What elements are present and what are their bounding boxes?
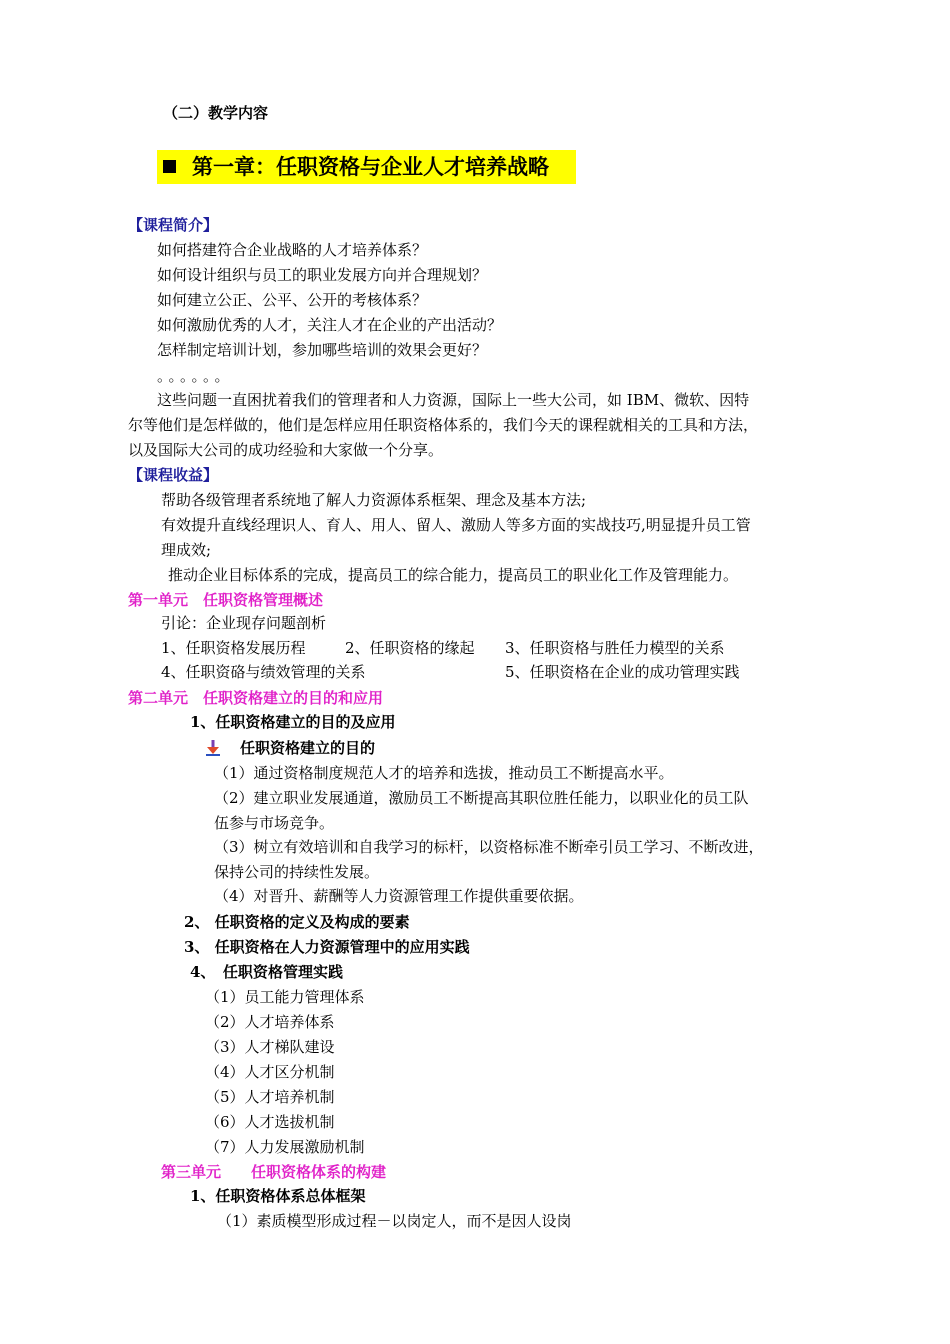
arrow-down-bullet-icon: [205, 740, 221, 756]
practice-item: （1）员工能力管理体系: [205, 988, 365, 1006]
purpose-line: 伍参与市场竞争。: [214, 814, 335, 832]
practice-item: （6）人才选拔机制: [205, 1113, 335, 1131]
intro-heading: 【课程简介】: [128, 216, 219, 234]
unit2-title: 第二单元 任职资格建立的目的和应用: [128, 689, 384, 707]
unit1-item: 3、任职资格与胜任力模型的关系: [505, 639, 725, 657]
unit1-row2: [161, 662, 740, 682]
unit2-sub1: 1、任职资格建立的目的及应用: [190, 713, 396, 731]
chapter-title: 第一章：任职资格与企业人才培养战略: [192, 154, 549, 179]
unit2-sub4: 4、 任职资格管理实践: [190, 963, 343, 981]
section-heading: （二）教学内容: [163, 104, 269, 122]
unit2-sub3: 3、 任职资格在人力资源管理中的应用实践: [184, 938, 470, 956]
intro-dots: 。。。。。。: [157, 367, 234, 385]
intro-paragraph-line: 以及国际大公司的成功经验和大家做一个分享。: [128, 441, 444, 459]
intro-paragraph-line: 这些问题一直困扰着我们的管理者和人力资源，国际上一些大公司，如 IBM、微软、因特: [157, 391, 750, 409]
unit3-sub1: 1、任职资格体系总体框架: [190, 1187, 366, 1205]
intro-question: 如何激励优秀的人才，关注人才在企业的产出活动？: [157, 316, 503, 334]
unit2-sub2: 2、 任职资格的定义及构成的要素: [184, 913, 410, 931]
intro-question: 怎样制定培训计划，参加哪些培训的效果会更好？: [157, 341, 488, 359]
purpose-line: （2）建立职业发展通道，激励员工不断提高其职位胜任能力，以职业化的员工队: [214, 789, 749, 807]
benefits-heading: 【课程收益】: [128, 466, 219, 484]
square-bullet-icon: [163, 160, 176, 173]
purpose-line: （3）树立有效培训和自我学习的标杆，以资格标准不断牵引员工学习、不断改进，: [214, 838, 764, 856]
practice-item: （3）人才梯队建设: [205, 1038, 335, 1056]
benefit-line: 理成效;: [161, 541, 212, 559]
unit3-item: （1）素质模型形成过程－以岗定人，而不是因人设岗: [217, 1212, 572, 1230]
practice-item: （7）人力发展激励机制: [205, 1138, 365, 1156]
practice-item: （4）人才区分机制: [205, 1063, 335, 1081]
unit1-title: 第一单元 任职资格管理概述: [128, 591, 324, 609]
benefit-line: 有效提升直线经理识人、育人、用人、留人、激励人等多方面的实战技巧,明显提升员工管: [161, 516, 751, 534]
benefit-line: 帮助各级管理者系统地了解人力资源体系框架、理念及基本方法;: [161, 491, 587, 509]
chapter-title-row: [163, 155, 549, 179]
purpose-heading: 任职资格建立的目的: [240, 739, 376, 757]
benefit-line: 推动企业目标体系的完成，提高员工的综合能力，提高员工的职业化工作及管理能力。: [168, 566, 739, 584]
practice-item: （2）人才培养体系: [205, 1013, 335, 1031]
purpose-line: （4）对晋升、薪酬等人力资源管理工作提供重要依据。: [214, 887, 584, 905]
unit1-item: 4、任职资硌与绩效管理的关系: [161, 663, 366, 681]
intro-question: 如何搭建符合企业战略的人才培养体系？: [157, 241, 428, 259]
unit1-intro: 引论：企业现存问题剖析: [161, 614, 327, 632]
practice-item: （5）人才培养机制: [205, 1088, 335, 1106]
purpose-line: 保持公司的持续性发展。: [214, 863, 380, 881]
unit1-item: 5、任职资格在企业的成功管理实践: [505, 663, 740, 681]
unit1-row1: [161, 638, 725, 658]
unit3-title: 第三单元 任职资格体系的构建: [161, 1163, 387, 1181]
intro-question: 如何建立公正、公平、公开的考核体系？: [157, 291, 428, 309]
purpose-line: （1）通过资格制度规范人才的培养和选拔，推动员工不断提高水平。: [214, 764, 674, 782]
intro-paragraph-line: 尔等他们是怎样做的，他们是怎样应用任职资格体系的，我们今天的课程就相关的工具和方法，: [128, 416, 759, 434]
unit1-item: 1、任职资格发展历程: [161, 639, 306, 657]
intro-question: 如何设计组织与员工的职业发展方向并合理规划？: [157, 266, 488, 284]
unit1-item: 2、任职资格的缘起: [345, 639, 475, 657]
